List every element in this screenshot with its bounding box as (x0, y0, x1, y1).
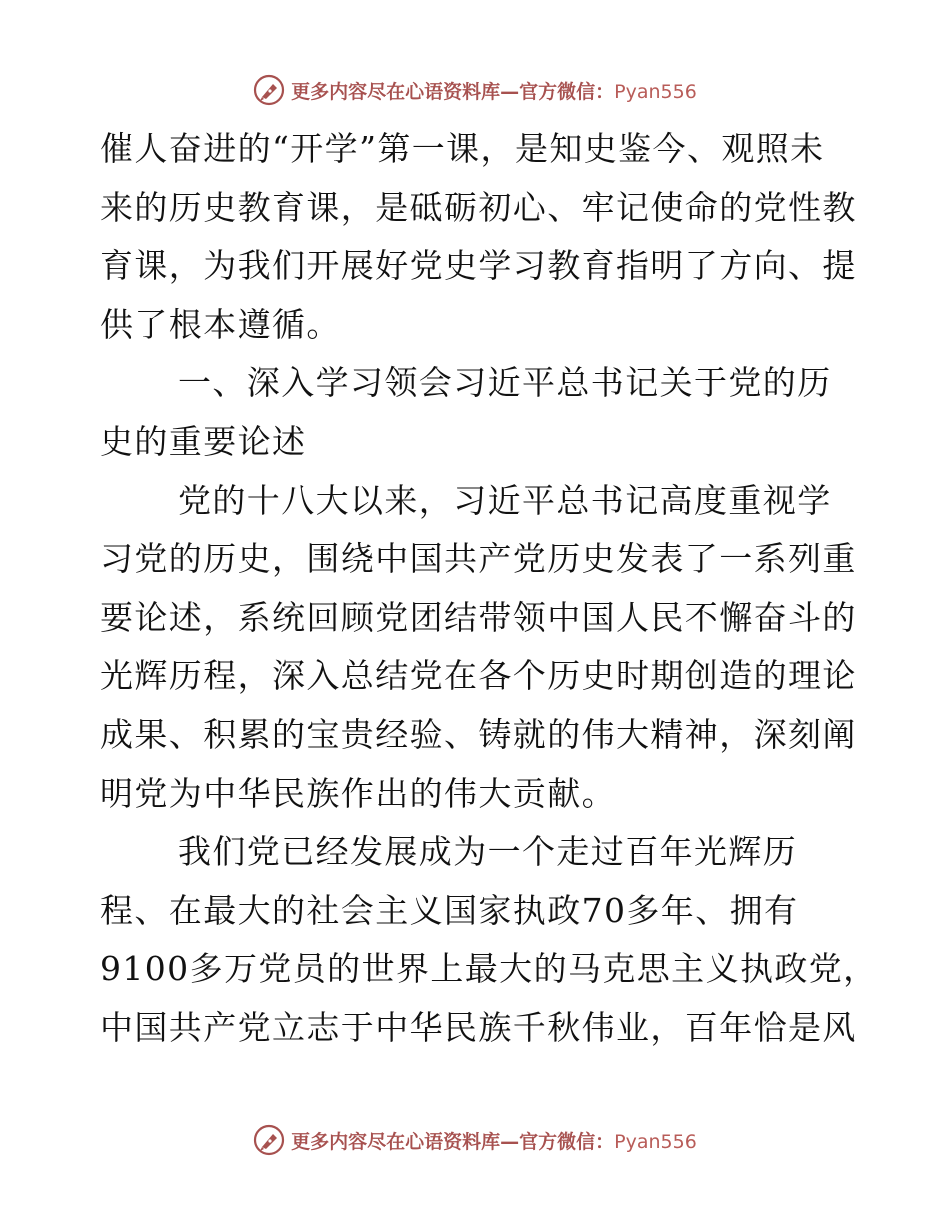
section-heading-line: 史的重要论述 (100, 421, 307, 461)
body-line: 我们党已经发展成为一个走过百年光辉历 (178, 832, 798, 872)
header-watermark (0, 72, 950, 108)
header-watermark-inner (253, 74, 697, 106)
body-line: 明党为中华民族作出的伟大贡献。 (100, 773, 616, 813)
body-line: 育课，为我们开展好党史学习教育指明了方向、提 (100, 246, 857, 286)
body-line: 要论述，系统回顾党团结带领中国人民不懈奋斗的 (100, 597, 857, 637)
watermark-label: 更多内容尽在心语资料库—官方微信： (291, 1130, 615, 1153)
watermark-account: Pyan556 (614, 1130, 697, 1153)
body-line: 光辉历程，深入总结党在各个历史时期创造的理论 (100, 656, 857, 696)
watermark-account: Pyan556 (614, 80, 697, 103)
body-line: 9100多万党员的世界上最大的马克思主义执政党， (100, 949, 878, 989)
body-line: 成果、积累的宝贵经验、铸就的伟大精神，深刻阐 (100, 714, 857, 754)
footer-watermark (0, 1122, 950, 1158)
body-line: 党的十八大以来，习近平总书记高度重视学 (178, 480, 832, 520)
body-line: 习党的历史，围绕中国共产党历史发表了一系列重 (100, 539, 857, 579)
pen-nib-logo-icon (253, 1124, 285, 1156)
footer-watermark-inner (253, 1124, 697, 1156)
watermark-text (291, 1127, 697, 1154)
watermark-label: 更多内容尽在心语资料库—官方微信： (291, 80, 615, 103)
body-line: 中国共产党立志于中华民族千秋伟业，百年恰是风 (100, 1007, 857, 1047)
body-line: 来的历史教育课，是砥砺初心、牢记使命的党性教 (100, 187, 857, 227)
body-line: 催人奋进的“开学”第一课，是知史鉴今、观照未 (100, 129, 825, 168)
section-heading-line: 一、深入学习领会习近平总书记关于党的历 (178, 363, 832, 403)
body-line: 程、在最大的社会主义国家执政70多年、拥有 (100, 890, 799, 930)
body-line: 供了根本遵循。 (100, 304, 341, 344)
pen-nib-logo-icon (253, 74, 285, 106)
document-body (100, 120, 878, 1058)
watermark-text (291, 77, 697, 104)
